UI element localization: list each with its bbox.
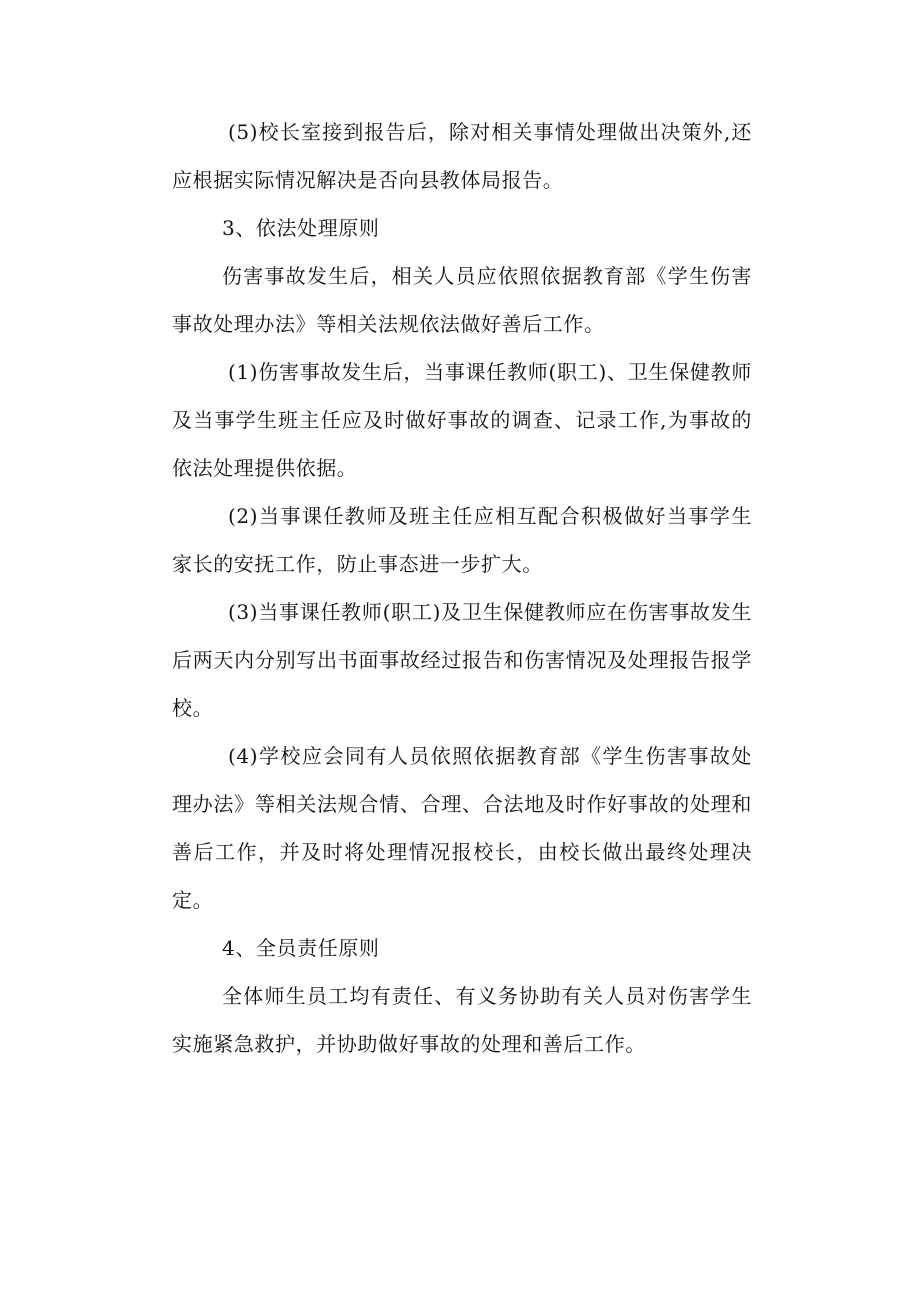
- paragraph-5-report-decision: (5)校长室接到报告后，除对相关事情处理做出决策外,还应根据实际情况解决是否向县教体局报告。: [172, 120, 752, 192]
- paragraph-4-school-handling: (4)学校应会同有人员依照依据教育部《学生伤害事故处理办法》等相关法规合情、合理、合法地及时作好事故的处理和善后工作，并及时将处理情况报校长，由校长做出最终处理决定。: [172, 744, 752, 912]
- paragraph-1-investigation: (1)伤害事故发生后，当事课任教师(职工)、卫生保健教师及当事学生班主任应及时做好事故的调查、记录工作,为事故的依法处理提供依据。: [172, 360, 752, 480]
- paragraph-3-written-report: (3)当事课任教师(职工)及卫生保健教师应在伤害事故发生后两天内分别写出书面事故经过报告和伤害情况及处理报告报学校。: [172, 600, 752, 720]
- paragraph-2-parent-comfort: (2)当事课任教师及班主任应相互配合积极做好当事学生家长的安抚工作，防止事态进一步扩大。: [172, 504, 752, 576]
- paragraph-all-staff-responsibility: 全体师生员工均有责任、有义务协助有关人员对伤害学生实施紧急救护，并协助做好事故的处理和善后工作。: [172, 984, 752, 1056]
- document-body: [172, 108, 752, 1068]
- section-heading-4: 4、全员责任原则: [222, 936, 380, 960]
- paragraph-lawful-handling-intro: 伤害事故发生后，相关人员应依照依据教育部《学生伤害事故处理办法》等相关法规依法做好善后工作。: [172, 264, 752, 336]
- section-heading-3: 3、依法处理原则: [222, 216, 380, 240]
